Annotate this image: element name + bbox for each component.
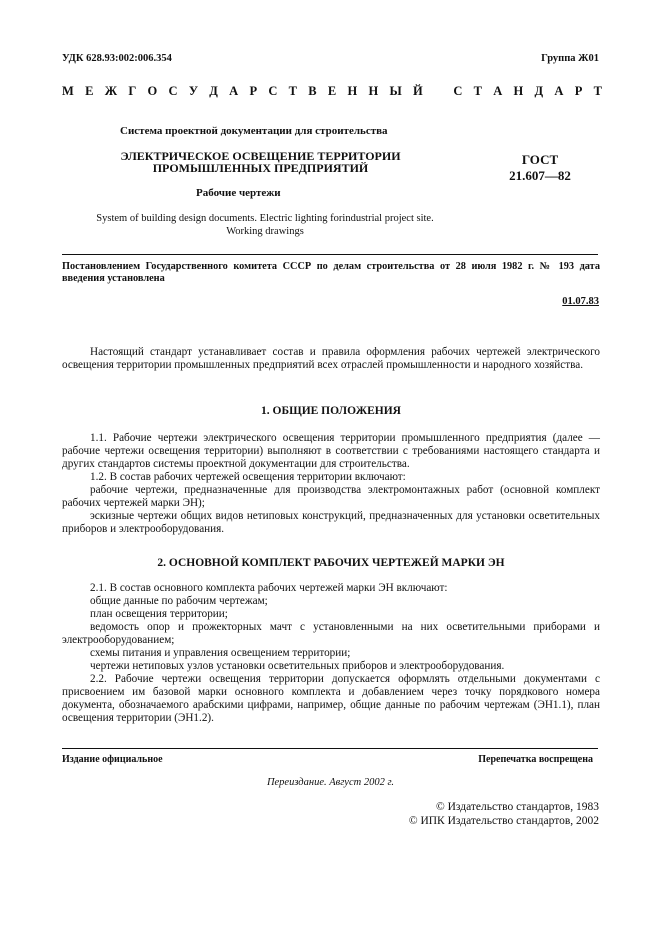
divider — [62, 254, 598, 255]
banner-letter: С — [168, 84, 178, 98]
section-1-heading: 1. ОБЩИЕ ПОЛОЖЕНИЯ — [261, 405, 401, 417]
banner-letter: С — [453, 84, 463, 98]
banner-letter: Й — [413, 84, 423, 98]
banner-letter: О — [147, 84, 158, 98]
section-1-p1: 1.1. Рабочие чертежи электрического освещения территории промышленного предприятия (далее — рабочие чертежи освещения территории) выполняют в соответствии с требованиями настоящего стандарта и других стандартов системы проектной документации для строительства. — [62, 432, 600, 470]
udk-code: УДК 628.93:002:006.354 — [62, 53, 172, 64]
banner-letter: М — [62, 84, 74, 98]
banner-letter: У — [188, 84, 199, 98]
copyright-2002: © ИПК Издательство стандартов, 2002 — [408, 815, 599, 827]
section-2-p3: план освещения территории; — [90, 608, 228, 620]
banner-letter: Т — [288, 84, 298, 98]
section-2-p5: схемы питания и управления освещением территории; — [90, 647, 351, 659]
title-line-2: ПРОМЫШЛЕННЫХ ПРЕДПРИЯТИЙ — [152, 161, 369, 175]
banner-letter: Р — [249, 84, 258, 98]
section-1-p2: 1.2. В состав рабочих чертежей освещения территории включают: — [90, 471, 406, 483]
english-title — [80, 212, 450, 238]
footer-divider — [62, 748, 598, 749]
banner-letter: Т — [473, 84, 482, 98]
gost-label: ГОСТ — [521, 152, 559, 167]
gost-number: 21.607—82 — [509, 168, 571, 183]
group-code: Группа Ж01 — [541, 53, 599, 64]
section-1-p3: рабочие чертежи, предназначенные для производства электромонтажных работ (основной комплект рабочих чертежей марки ЭН); — [62, 484, 600, 509]
copyright-1983: © Издательство стандартов, 1983 — [435, 801, 599, 813]
title-line-1: ЭЛЕКТРИЧЕСКОЕ ОСВЕЩЕНИЕ ТЕРРИТОРИИ — [120, 149, 401, 163]
subtitle: Рабочие чертежи — [196, 187, 281, 199]
reprint-prohibited: Перепечатка воспрещена — [478, 754, 593, 765]
reissue-note: Переиздание. Август 2002 г. — [266, 777, 395, 788]
banner-letter: А — [229, 84, 239, 98]
banner-letter: Н — [347, 84, 358, 98]
banner-letter: Д — [534, 84, 544, 98]
banner-letter: С — [268, 84, 278, 98]
introduction-date: 01.07.83 — [562, 296, 599, 307]
document-title — [118, 150, 403, 174]
banner-letter — [434, 84, 442, 99]
banner-letter: Д — [209, 84, 218, 98]
banner-letter: Р — [574, 84, 583, 98]
gost-designation — [495, 152, 585, 184]
banner-letter: Н — [368, 84, 379, 98]
interstate-standard-banner — [62, 84, 602, 99]
section-2-p7: 2.2. Рабочие чертежи освещения территории допускается оформлять отдельными документами с присвоением им базовой марки основного комплекта и добавлением через точку порядкового номера документа, обозначаемого арабскими цифрами, например, общие данные по рабочим чертежам (ЭН1.1), план освещения территории (ЭН1.2). — [62, 673, 600, 724]
banner-letter: В — [308, 84, 317, 98]
banner-letter: А — [554, 84, 564, 98]
english-line-1: System of building design documents. Electric lighting forindustrial project site. — [96, 213, 434, 224]
banner-letter: Е — [85, 84, 94, 98]
intro-paragraph: Настоящий стандарт устанавливает состав и правила оформления рабочих чертежей электрического освещения территории промышленных предприятий всех отраслей промышленности и народного хозяйства. — [62, 346, 600, 371]
decree-text: Постановлением Государственного комитета СССР по делам строительства от 28 июля 1982 г. № 193 дата введения установлена — [62, 261, 600, 284]
banner-letter: А — [493, 84, 503, 98]
banner-letter: Ж — [104, 84, 118, 98]
banner-letter: Т — [593, 84, 602, 98]
banner-letter: Е — [327, 84, 337, 98]
banner-letter: Г — [128, 84, 137, 98]
section-2-p6: чертежи нетиповых узлов установки осветительных приборов и электрооборудования. — [90, 660, 505, 672]
section-2-p4: ведомость опор и прожекторных мачт с установленными на них осветительными приборами и электрооборудованием; — [62, 621, 600, 646]
section-1-p4: эскизные чертежи общих видов нетиповых конструкций, предназначенных для установки осветительных приборов и электрооборудования. — [62, 510, 600, 535]
section-2-p2: общие данные по рабочим чертежам; — [90, 595, 268, 607]
official-edition: Издание официальное — [62, 754, 163, 765]
english-line-2: Working drawings — [226, 226, 304, 237]
section-2-p1: 2.1. В состав основного комплекта рабочих чертежей марки ЭН включают: — [90, 582, 448, 594]
section-2-heading: 2. ОСНОВНОЙ КОМПЛЕКТ РАБОЧИХ ЧЕРТЕЖЕЙ МАРКИ ЭН — [157, 557, 505, 569]
system-title: Система проектной документации для строительства — [120, 125, 388, 137]
banner-letter: Н — [513, 84, 524, 98]
banner-letter: Ы — [389, 84, 402, 98]
